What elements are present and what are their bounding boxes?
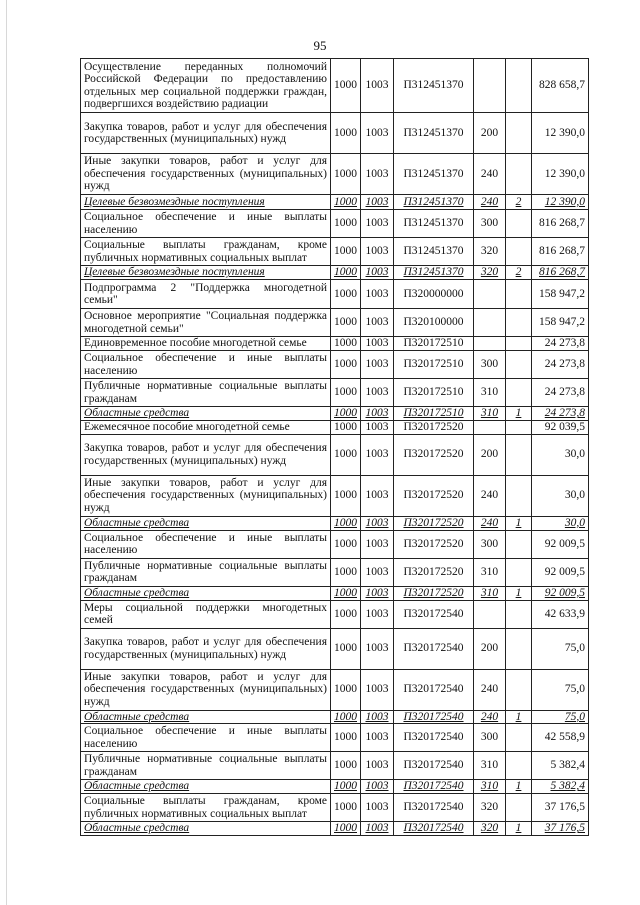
expense-type-code: 300: [474, 530, 506, 558]
table-row: [81, 210, 589, 238]
row-name: Социальное обеспечение и иные выплаты населению: [81, 724, 331, 752]
section-code: 1000: [331, 195, 361, 210]
table-row: [81, 530, 589, 558]
section-code: 1000: [331, 379, 361, 407]
expense-type-code: 300: [474, 724, 506, 752]
row-name: Закупка товаров, работ и услуг для обеспечения государственных (муниципальных) нужд: [81, 113, 331, 154]
subsection-code: 1003: [361, 752, 394, 780]
section-code: 1000: [331, 337, 361, 351]
subsection-code: 1003: [361, 154, 394, 195]
amount: 30,0: [532, 434, 589, 475]
funding-source-code: [506, 280, 532, 309]
amount: 24 273,8: [532, 379, 589, 407]
amount: 158 947,2: [532, 280, 589, 309]
target-article-code: П312451370: [394, 154, 474, 195]
budget-table-body: [81, 59, 589, 836]
expense-type-code: 240: [474, 475, 506, 516]
section-code: 1000: [331, 822, 361, 836]
section-code: 1000: [331, 475, 361, 516]
budget-table: [80, 58, 589, 836]
subsection-code: 1003: [361, 822, 394, 836]
amount: 24 273,8: [532, 407, 589, 421]
expense-type-code: 310: [474, 407, 506, 421]
expense-type-code: 310: [474, 752, 506, 780]
target-article-code: П320172520: [394, 434, 474, 475]
funding-source-code: [506, 210, 532, 238]
subsection-code: 1003: [361, 516, 394, 530]
amount: 75,0: [532, 669, 589, 710]
target-article-code: П320172540: [394, 669, 474, 710]
amount: 158 947,2: [532, 309, 589, 337]
page-edge-line: [6, 0, 7, 905]
section-code: 1000: [331, 669, 361, 710]
table-row: [81, 113, 589, 154]
subsection-code: 1003: [361, 59, 394, 113]
amount: 75,0: [532, 710, 589, 724]
funding-source-code: [506, 475, 532, 516]
amount: 5 382,4: [532, 752, 589, 780]
funding-source-code: [506, 669, 532, 710]
amount: 816 268,7: [532, 238, 589, 266]
row-name: Иные закупки товаров, работ и услуг для обеспечения государственных (муниципальных) нужд: [81, 475, 331, 516]
section-code: 1000: [331, 628, 361, 669]
amount: 5 382,4: [532, 780, 589, 794]
amount: 12 390,0: [532, 195, 589, 210]
amount: 37 176,5: [532, 822, 589, 836]
funding-source-row: [81, 586, 589, 600]
expense-type-code: [474, 280, 506, 309]
funding-source-code: 1: [506, 407, 532, 421]
section-code: 1000: [331, 351, 361, 379]
subsection-code: 1003: [361, 210, 394, 238]
row-name: Меры социальной поддержки многодетных семей: [81, 600, 331, 628]
expense-type-code: 240: [474, 154, 506, 195]
expense-type-code: 200: [474, 434, 506, 475]
table-row: [81, 59, 589, 113]
amount: 92 009,5: [532, 558, 589, 586]
subsection-code: 1003: [361, 475, 394, 516]
section-code: 1000: [331, 530, 361, 558]
subsection-code: 1003: [361, 421, 394, 435]
funding-source-code: [506, 351, 532, 379]
expense-type-code: 300: [474, 210, 506, 238]
funding-source-code: [506, 752, 532, 780]
amount: 75,0: [532, 628, 589, 669]
target-article-code: П320172540: [394, 600, 474, 628]
row-name: Областные средства: [81, 586, 331, 600]
table-row: [81, 475, 589, 516]
amount: 30,0: [532, 475, 589, 516]
section-code: 1000: [331, 238, 361, 266]
table-row: [81, 309, 589, 337]
subsection-code: 1003: [361, 113, 394, 154]
amount: 24 273,8: [532, 337, 589, 351]
target-article-code: П320172540: [394, 822, 474, 836]
subsection-code: 1003: [361, 600, 394, 628]
subsection-code: 1003: [361, 724, 394, 752]
expense-type-code: 240: [474, 669, 506, 710]
subsection-code: 1003: [361, 337, 394, 351]
section-code: 1000: [331, 724, 361, 752]
target-article-code: П312451370: [394, 195, 474, 210]
section-code: 1000: [331, 59, 361, 113]
amount: 12 390,0: [532, 113, 589, 154]
subsection-code: 1003: [361, 195, 394, 210]
expense-type-code: 320: [474, 822, 506, 836]
target-article-code: П320172540: [394, 724, 474, 752]
section-code: 1000: [331, 780, 361, 794]
amount: 30,0: [532, 516, 589, 530]
target-article-code: П320172540: [394, 752, 474, 780]
section-code: 1000: [331, 710, 361, 724]
funding-source-code: 2: [506, 195, 532, 210]
funding-source-code: [506, 724, 532, 752]
amount: 42 633,9: [532, 600, 589, 628]
funding-source-code: 1: [506, 822, 532, 836]
row-name: Публичные нормативные социальные выплаты гражданам: [81, 752, 331, 780]
table-row: [81, 351, 589, 379]
row-name: Публичные нормативные социальные выплаты гражданам: [81, 558, 331, 586]
subsection-code: 1003: [361, 407, 394, 421]
funding-source-code: [506, 59, 532, 113]
amount: 42 558,9: [532, 724, 589, 752]
subsection-code: 1003: [361, 530, 394, 558]
funding-source-code: 2: [506, 266, 532, 280]
amount: 92 009,5: [532, 530, 589, 558]
subsection-code: 1003: [361, 266, 394, 280]
target-article-code: П320172520: [394, 516, 474, 530]
section-code: 1000: [331, 600, 361, 628]
subsection-code: 1003: [361, 669, 394, 710]
row-name: Областные средства: [81, 710, 331, 724]
target-article-code: П320172510: [394, 337, 474, 351]
funding-source-code: [506, 434, 532, 475]
section-code: 1000: [331, 210, 361, 238]
row-name: Социальное обеспечение и иные выплаты населению: [81, 210, 331, 238]
funding-source-row: [81, 407, 589, 421]
row-name: Областные средства: [81, 516, 331, 530]
funding-source-row: [81, 822, 589, 836]
target-article-code: П320172520: [394, 558, 474, 586]
table-row: [81, 434, 589, 475]
table-row: [81, 752, 589, 780]
row-name: Целевые безвозмездные поступления: [81, 195, 331, 210]
target-article-code: П312451370: [394, 238, 474, 266]
funding-source-code: [506, 113, 532, 154]
expense-type-code: 310: [474, 379, 506, 407]
row-name: Подпрограмма 2 "Поддержка многодетной семьи": [81, 280, 331, 309]
table-row: [81, 280, 589, 309]
expense-type-code: 300: [474, 351, 506, 379]
expense-type-code: 200: [474, 113, 506, 154]
row-name: Целевые безвозмездные поступления: [81, 266, 331, 280]
target-article-code: П320172520: [394, 586, 474, 600]
funding-source-code: [506, 238, 532, 266]
target-article-code: П312451370: [394, 266, 474, 280]
subsection-code: 1003: [361, 238, 394, 266]
funding-source-code: 1: [506, 710, 532, 724]
table-row: [81, 724, 589, 752]
section-code: 1000: [331, 558, 361, 586]
amount: 24 273,8: [532, 351, 589, 379]
subsection-code: 1003: [361, 351, 394, 379]
row-name: Областные средства: [81, 407, 331, 421]
funding-source-code: [506, 421, 532, 435]
expense-type-code: 240: [474, 710, 506, 724]
target-article-code: П320172510: [394, 407, 474, 421]
row-name: Социальные выплаты гражданам, кроме публичных нормативных социальных выплат: [81, 238, 331, 266]
target-article-code: П320172540: [394, 780, 474, 794]
table-row: [81, 421, 589, 435]
funding-source-code: 1: [506, 516, 532, 530]
target-article-code: П312451370: [394, 210, 474, 238]
subsection-code: 1003: [361, 379, 394, 407]
target-article-code: П320172520: [394, 421, 474, 435]
funding-source-code: [506, 309, 532, 337]
expense-type-code: 200: [474, 628, 506, 669]
row-name: Закупка товаров, работ и услуг для обеспечения государственных (муниципальных) нужд: [81, 628, 331, 669]
target-article-code: П320172510: [394, 379, 474, 407]
section-code: 1000: [331, 421, 361, 435]
funding-source-row: [81, 195, 589, 210]
section-code: 1000: [331, 309, 361, 337]
expense-type-code: [474, 600, 506, 628]
amount: 816 268,7: [532, 266, 589, 280]
table-row: [81, 669, 589, 710]
row-name: Единовременное пособие многодетной семье: [81, 337, 331, 351]
row-name: Закупка товаров, работ и услуг для обеспечения государственных (муниципальных) нужд: [81, 434, 331, 475]
funding-source-code: [506, 337, 532, 351]
expense-type-code: 310: [474, 780, 506, 794]
funding-source-code: [506, 379, 532, 407]
row-name: Основное мероприятие "Социальная поддержка многодетной семьи": [81, 309, 331, 337]
row-name: Социальное обеспечение и иные выплаты населению: [81, 530, 331, 558]
row-name: Иные закупки товаров, работ и услуг для обеспечения государственных (муниципальных) нужд: [81, 154, 331, 195]
target-article-code: П320172540: [394, 628, 474, 669]
expense-type-code: 310: [474, 558, 506, 586]
subsection-code: 1003: [361, 628, 394, 669]
subsection-code: 1003: [361, 309, 394, 337]
target-article-code: П320172510: [394, 351, 474, 379]
funding-source-code: [506, 154, 532, 195]
funding-source-code: [506, 600, 532, 628]
funding-source-code: [506, 628, 532, 669]
table-row: [81, 600, 589, 628]
funding-source-code: 1: [506, 586, 532, 600]
amount: 92 039,5: [532, 421, 589, 435]
target-article-code: П312451370: [394, 113, 474, 154]
amount: 828 658,7: [532, 59, 589, 113]
section-code: 1000: [331, 154, 361, 195]
target-article-code: П320000000: [394, 280, 474, 309]
table-row: [81, 238, 589, 266]
row-name: Областные средства: [81, 780, 331, 794]
section-code: 1000: [331, 266, 361, 280]
table-row: [81, 628, 589, 669]
expense-type-code: [474, 337, 506, 351]
amount: 816 268,7: [532, 210, 589, 238]
table-row: [81, 154, 589, 195]
section-code: 1000: [331, 113, 361, 154]
target-article-code: П320172520: [394, 475, 474, 516]
row-name: Ежемесячное пособие многодетной семье: [81, 421, 331, 435]
page-number: 95: [313, 38, 327, 53]
funding-source-code: 1: [506, 780, 532, 794]
section-code: 1000: [331, 434, 361, 475]
target-article-code: П312451370: [394, 59, 474, 113]
amount: 37 176,5: [532, 794, 589, 822]
expense-type-code: 310: [474, 586, 506, 600]
section-code: 1000: [331, 752, 361, 780]
table-row: [81, 379, 589, 407]
section-code: 1000: [331, 794, 361, 822]
table-row: [81, 558, 589, 586]
funding-source-row: [81, 266, 589, 280]
expense-type-code: 320: [474, 794, 506, 822]
table-row: [81, 794, 589, 822]
expense-type-code: [474, 59, 506, 113]
funding-source-row: [81, 516, 589, 530]
row-name: Иные закупки товаров, работ и услуг для обеспечения государственных (муниципальных) нужд: [81, 669, 331, 710]
row-name: Социальные выплаты гражданам, кроме публичных нормативных социальных выплат: [81, 794, 331, 822]
table-row: [81, 337, 589, 351]
expense-type-code: 320: [474, 238, 506, 266]
funding-source-row: [81, 780, 589, 794]
section-code: 1000: [331, 516, 361, 530]
subsection-code: 1003: [361, 280, 394, 309]
funding-source-code: [506, 794, 532, 822]
row-name: Публичные нормативные социальные выплаты гражданам: [81, 379, 331, 407]
section-code: 1000: [331, 586, 361, 600]
target-article-code: П320172540: [394, 710, 474, 724]
target-article-code: П320172520: [394, 530, 474, 558]
target-article-code: П320172540: [394, 794, 474, 822]
funding-source-row: [81, 710, 589, 724]
row-name: Областные средства: [81, 822, 331, 836]
subsection-code: 1003: [361, 794, 394, 822]
expense-type-code: [474, 309, 506, 337]
amount: 12 390,0: [532, 154, 589, 195]
section-code: 1000: [331, 407, 361, 421]
amount: 92 009,5: [532, 586, 589, 600]
funding-source-code: [506, 558, 532, 586]
row-name: Социальное обеспечение и иные выплаты населению: [81, 351, 331, 379]
expense-type-code: [474, 421, 506, 435]
expense-type-code: 240: [474, 516, 506, 530]
row-name: Осуществление переданных полномочий Российской Федерации по предоставлению отдельных мер социальной поддержки граждан, подвергшихся воздействию радиации: [81, 59, 331, 113]
target-article-code: П320100000: [394, 309, 474, 337]
subsection-code: 1003: [361, 710, 394, 724]
subsection-code: 1003: [361, 558, 394, 586]
subsection-code: 1003: [361, 434, 394, 475]
funding-source-code: [506, 530, 532, 558]
section-code: 1000: [331, 280, 361, 309]
subsection-code: 1003: [361, 780, 394, 794]
expense-type-code: 240: [474, 195, 506, 210]
expense-type-code: 320: [474, 266, 506, 280]
subsection-code: 1003: [361, 586, 394, 600]
